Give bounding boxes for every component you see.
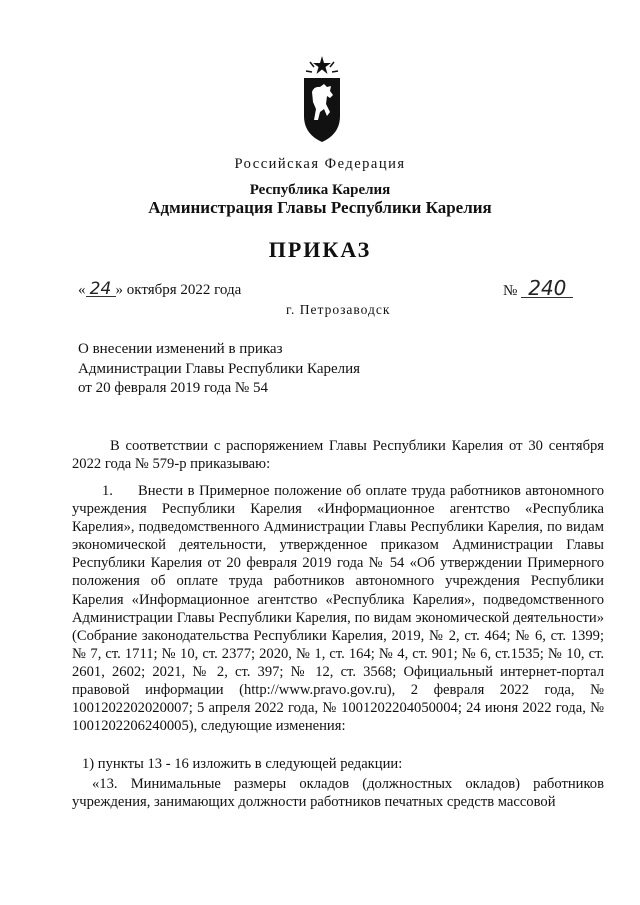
subitem-1-paragraph: 1) пункты 13 - 16 изложить в следующей редакции: bbox=[82, 756, 403, 772]
karelia-coat-of-arms-icon bbox=[300, 54, 344, 144]
number-value-handwritten: 240 bbox=[521, 279, 573, 298]
document-subject bbox=[78, 340, 360, 399]
republic-label: Республика Карелия bbox=[249, 182, 391, 198]
date-month-year: октября 2022 года bbox=[126, 282, 242, 298]
date-close-quote: » bbox=[115, 282, 123, 298]
date-day-handwritten: 24 bbox=[86, 282, 116, 297]
quoted-item-13-paragraph: «13. Минимальные размеры окладов (должностных окладов) работников учреждения, занимающих должности работников печатных средств массовой bbox=[72, 776, 604, 811]
document-date bbox=[78, 279, 242, 299]
item-1-paragraph bbox=[72, 482, 604, 735]
item-1-text: Внести в Примерное положение об оплате труда работников автономного учреждения Республики Карелия «Информационное агентство «Республика Карелия», подведомственного Администрации Главы Республики Карелия, по видам экономической деятельности, утвержденное приказом Администрации Главы Республики Карелия от 20 февраля 2019 года № 54 «Об утверждении Примерного положения об оплате труда работников автономного учреждения Республики Карелия «Информационное агентство «Республика Карелия», подведомственного Администрации Главы Республики Карелия, по видам экономической деятельности» (Собрание законодательства Республики Карелия, 2019, № 2, ст. 464; № 6, ст. 1399; № 7, ст. 1711; № 10, ст. 2377; 2020, № 1, ст. 164; № 4, ст. 901; № 6, ст.1535; № 10, ст. 2601, 2602; 2021, № 2, ст. 397; № 12, ст. 3568; Официальный интернет-портал правовой информации (http://www.pravo.gov.ru), 2 февраля 2022 года, № 1001202202020007; 5 апреля 2022 года, № 1001202204050004; 24 июня 2022 года, № 1001202206240005), следующие изменения: bbox=[72, 483, 604, 735]
number-label: № bbox=[503, 283, 518, 299]
document-type-title: ПРИКАЗ bbox=[268, 237, 372, 262]
city-label: г. Петрозаводск bbox=[286, 302, 391, 317]
country-label: Российская Федерация bbox=[234, 156, 406, 172]
document-number bbox=[503, 276, 573, 300]
intro-paragraph: В соответствии с распоряжением Главы Республики Карелия от 30 сентября 2022 года № 579-р приказываю: bbox=[72, 438, 604, 473]
subject-line-1: О внесении изменений в приказ bbox=[78, 341, 283, 357]
date-open-quote: « bbox=[78, 282, 86, 298]
administration-label: Администрация Главы Республики Карелия bbox=[148, 198, 492, 217]
item-1-number: 1. bbox=[102, 483, 113, 499]
subject-line-2: Администрации Главы Республики Карелия bbox=[78, 360, 361, 377]
subject-line-3: от 20 февраля 2019 года № 54 bbox=[78, 380, 268, 396]
